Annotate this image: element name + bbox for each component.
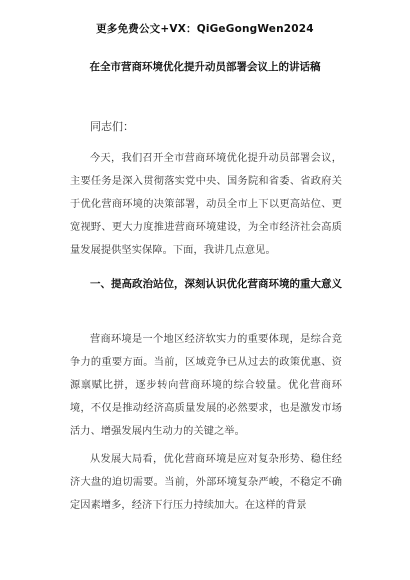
salutation: 同志们：	[90, 120, 134, 133]
section-heading: 一、提高政治站位，深刻认识优化营商环境的重大意义	[90, 278, 342, 290]
promo-header: 更多免费公文+VX：QiGeGongWen2024	[96, 23, 314, 35]
paragraph-development: 从发展大局看，优化营商环境是应对复杂形势、稳住经济大盘的迫切需要。当前，外部环境复杂严峻，不稳定不确定因素增多，经济下行压力持续加大。在这样的背景	[70, 454, 342, 511]
paragraph-significance: 营商环境是一个地区经济软实力的重要体现，是综合竞争力的重要方面。当前，区域竞争已从过去的政策优惠、资源禀赋比拼，逐步转向营商环境的综合较量。优化营商环境，不仅是推动经济高质量发展的必然要求，也是激发市场活力、增强发展内生动力的关键之举。	[70, 334, 342, 437]
document-title: 在全市营商环境优化提升动员部署会议上的讲话稿	[89, 61, 321, 73]
paragraph-intro: 今天，我们召开全市营商环境优化提升动员部署会议，主要任务是深入贯彻落实党中央、国务院和省委、省政府关于优化营商环境的决策部署，动员全市上下以更高站位、更宽视野、更大力度推进营商环境建设，为全市经济社会高质量发展提供坚实保障。下面，我讲几点意见。	[70, 153, 342, 256]
